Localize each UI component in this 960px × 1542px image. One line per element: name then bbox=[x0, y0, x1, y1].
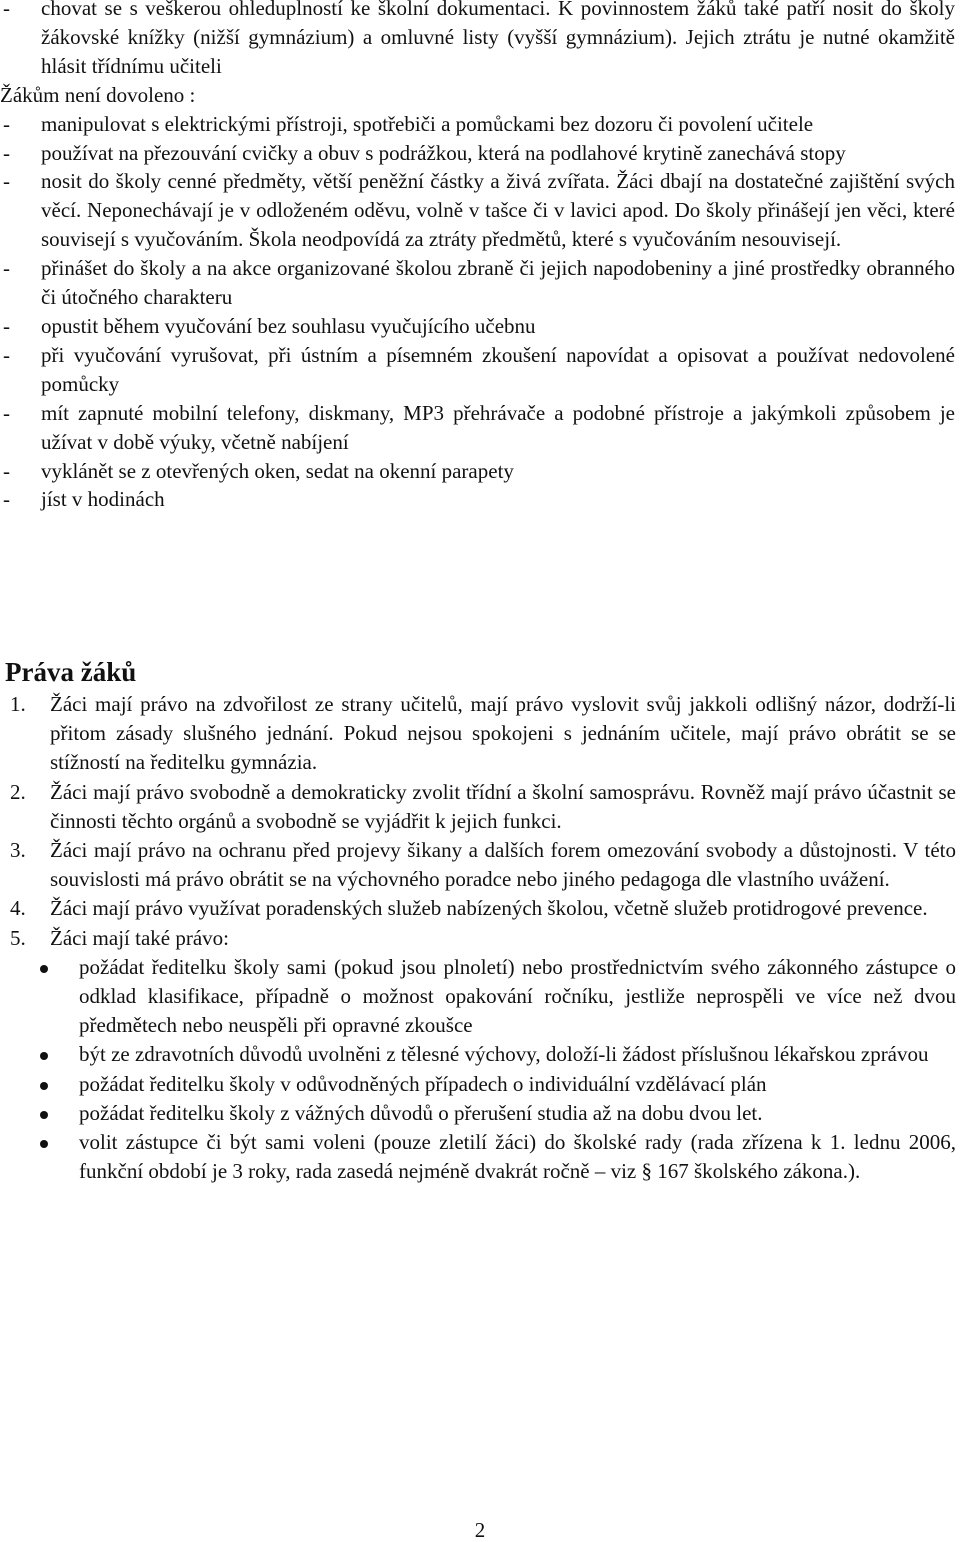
numbered-item bbox=[0, 778, 956, 836]
list-item-text: nosit do školy cenné předměty, větší peněžní částky a živá zvířata. Žáci dbají na dostatečné zajištění svých věcí. Neponechávají je v odloženém oděvu, volně v tašce či v lavici apod. Do školy přinášejí jen věci, které souvisejí s vyučováním. Škola neodpovídá za ztráty předmětů, které s vyučováním nesouvisejí. bbox=[41, 169, 955, 252]
dash-marker: - bbox=[3, 487, 10, 512]
list-item-text: chovat se s veškerou ohleduplností ke školní dokumentaci. K povinnostem žáků také patří nosit do školy žákovské knížky (nižší gymnázium) a omluvné listy (vyšší gymnázium). Jejich ztrátu je nutné okamžitě hlásit třídnímu učiteli bbox=[41, 0, 955, 78]
bullet-icon bbox=[40, 1140, 48, 1148]
item-number: 5. bbox=[10, 925, 26, 950]
list-item-text: opustit během vyučování bez souhlasu vyučujícího učebnu bbox=[41, 313, 536, 338]
numbered-item-text: Žáci mají také právo: bbox=[50, 925, 230, 950]
list-item-text: vyklánět se z otevřených oken, sedat na okenní parapety bbox=[41, 458, 514, 483]
bullet-item bbox=[0, 1070, 956, 1099]
list-item bbox=[0, 485, 955, 514]
numbered-item-text: Žáci mají právo na zdvořilost ze strany učitelů, mají právo vyslovit svůj jakkoli odlišný názor, dodrží-li přitom zásady slušného jednání. Pokud nejsou spokojeni s jednáním učitele, mají právo obrátit se se stížností na ředitelku gymnázia. bbox=[50, 692, 956, 775]
dash-marker: - bbox=[3, 140, 10, 165]
list-item bbox=[0, 0, 955, 81]
bullet-item-text: být ze zdravotních důvodů uvolněni z tělesné výchovy, doloží-li žádost příslušnou lékařskou zprávou bbox=[79, 1042, 929, 1067]
dash-marker: - bbox=[3, 256, 10, 281]
rights-list bbox=[0, 690, 960, 1186]
bullet-item-text: požádat ředitelku školy z vážných důvodů o přerušení studia až na dobu dvou let. bbox=[79, 1100, 763, 1125]
list-item bbox=[0, 457, 955, 486]
item-number: 1. bbox=[10, 692, 26, 716]
dash-marker: - bbox=[3, 169, 10, 194]
list-item bbox=[0, 110, 955, 139]
bullet-icon bbox=[40, 1052, 48, 1060]
list-item bbox=[0, 139, 955, 168]
section-heading: Práva žáků bbox=[5, 657, 137, 687]
bullet-item-text: volit zástupce či být sami voleni (pouze zletilí žáci) do školské rady (rada zřízena k 1. lednu 2006, funkční období je 3 roky, rada zasedá nejméně dvakrát ročně – viz § 167 školského zákona.). bbox=[79, 1130, 956, 1184]
bullet-item-text: požádat ředitelku školy v odůvodněných případech o individuální vzdělávací plán bbox=[79, 1071, 767, 1096]
list-item-text: při vyučování vyrušovat, při ústním a písemném zkoušení napovídat a opisovat a používat nedovolené pomůcky bbox=[41, 342, 955, 396]
list-item bbox=[0, 167, 955, 254]
dash-marker: - bbox=[3, 313, 10, 338]
list-item-text: mít zapnuté mobilní telefony, diskmany, MP3 přehrávače a podobné přístroje a jakýmkoli způsobem je užívat v době výuky, včetně nabíjení bbox=[41, 400, 955, 454]
bullet-item-text: požádat ředitelku školy sami (pokud jsou plnoletí) nebo prostřednictvím svého zákonného zástupce o odklad klasifikace, případně o možnost opakování ročníku, jestliže neprospěli ve více než dvou předmětech nebo neuspěli při opravné zkoušce bbox=[79, 954, 956, 1038]
bullet-item bbox=[0, 1099, 956, 1128]
list-item bbox=[0, 254, 955, 312]
not-allowed-label: Žákům není dovoleno : bbox=[0, 82, 196, 107]
list-item-text: manipulovat s elektrickými přístroji, spotřebiči a pomůckami bez dozoru či povolení učitele bbox=[41, 111, 814, 136]
list-item bbox=[0, 312, 955, 341]
bullet-icon bbox=[40, 1111, 48, 1119]
list-item bbox=[0, 341, 955, 399]
item-number: 2. bbox=[10, 779, 26, 804]
numbered-item bbox=[0, 924, 956, 953]
bullet-item bbox=[0, 1128, 956, 1186]
item-number: 4. bbox=[10, 896, 26, 921]
duties-continuation bbox=[0, 0, 960, 514]
numbered-item-text: Žáci mají právo na ochranu před projevy šikany a dalších forem omezování svobody a důstojnosti. V této souvislosti má právo obrátit se na výchovného poradce nebo jiného pedagoga dle vlastního uvážení. bbox=[50, 838, 956, 892]
list-item-text: používat na přezouvání cvičky a obuv s podrážkou, která na podlahové krytině zanechává stopy bbox=[41, 140, 846, 165]
numbered-item-text: Žáci mají právo svobodně a demokraticky zvolit třídní a školní samosprávu. Rovněž mají právo účastnit se činnosti těchto orgánů a svobodně se vyjádřit k jejich funkci. bbox=[50, 779, 956, 833]
dash-marker: - bbox=[3, 458, 10, 483]
numbered-item-text: Žáci mají právo využívat poradenských služeb nabízených školou, včetně služeb protidrogové prevence. bbox=[50, 896, 928, 921]
bullet-icon bbox=[40, 1082, 48, 1090]
list-item bbox=[0, 399, 955, 457]
numbered-item bbox=[0, 894, 956, 923]
dash-marker: - bbox=[3, 111, 10, 136]
dash-marker: - bbox=[3, 0, 10, 20]
dash-marker: - bbox=[3, 400, 10, 425]
list-item-text: jíst v hodinách bbox=[41, 487, 165, 512]
numbered-item bbox=[0, 836, 956, 894]
bullet-icon bbox=[40, 965, 48, 973]
dash-marker: - bbox=[3, 342, 10, 367]
item-number: 3. bbox=[10, 838, 26, 863]
bullet-item bbox=[0, 953, 956, 1041]
numbered-item bbox=[0, 690, 956, 778]
page-number: 2 bbox=[474, 1518, 486, 1542]
bullet-item bbox=[0, 1040, 956, 1069]
list-item-text: přinášet do školy a na akce organizované školou zbraně či jejich napodobeniny a jiné prostředky obranného či útočného charakteru bbox=[41, 256, 955, 310]
